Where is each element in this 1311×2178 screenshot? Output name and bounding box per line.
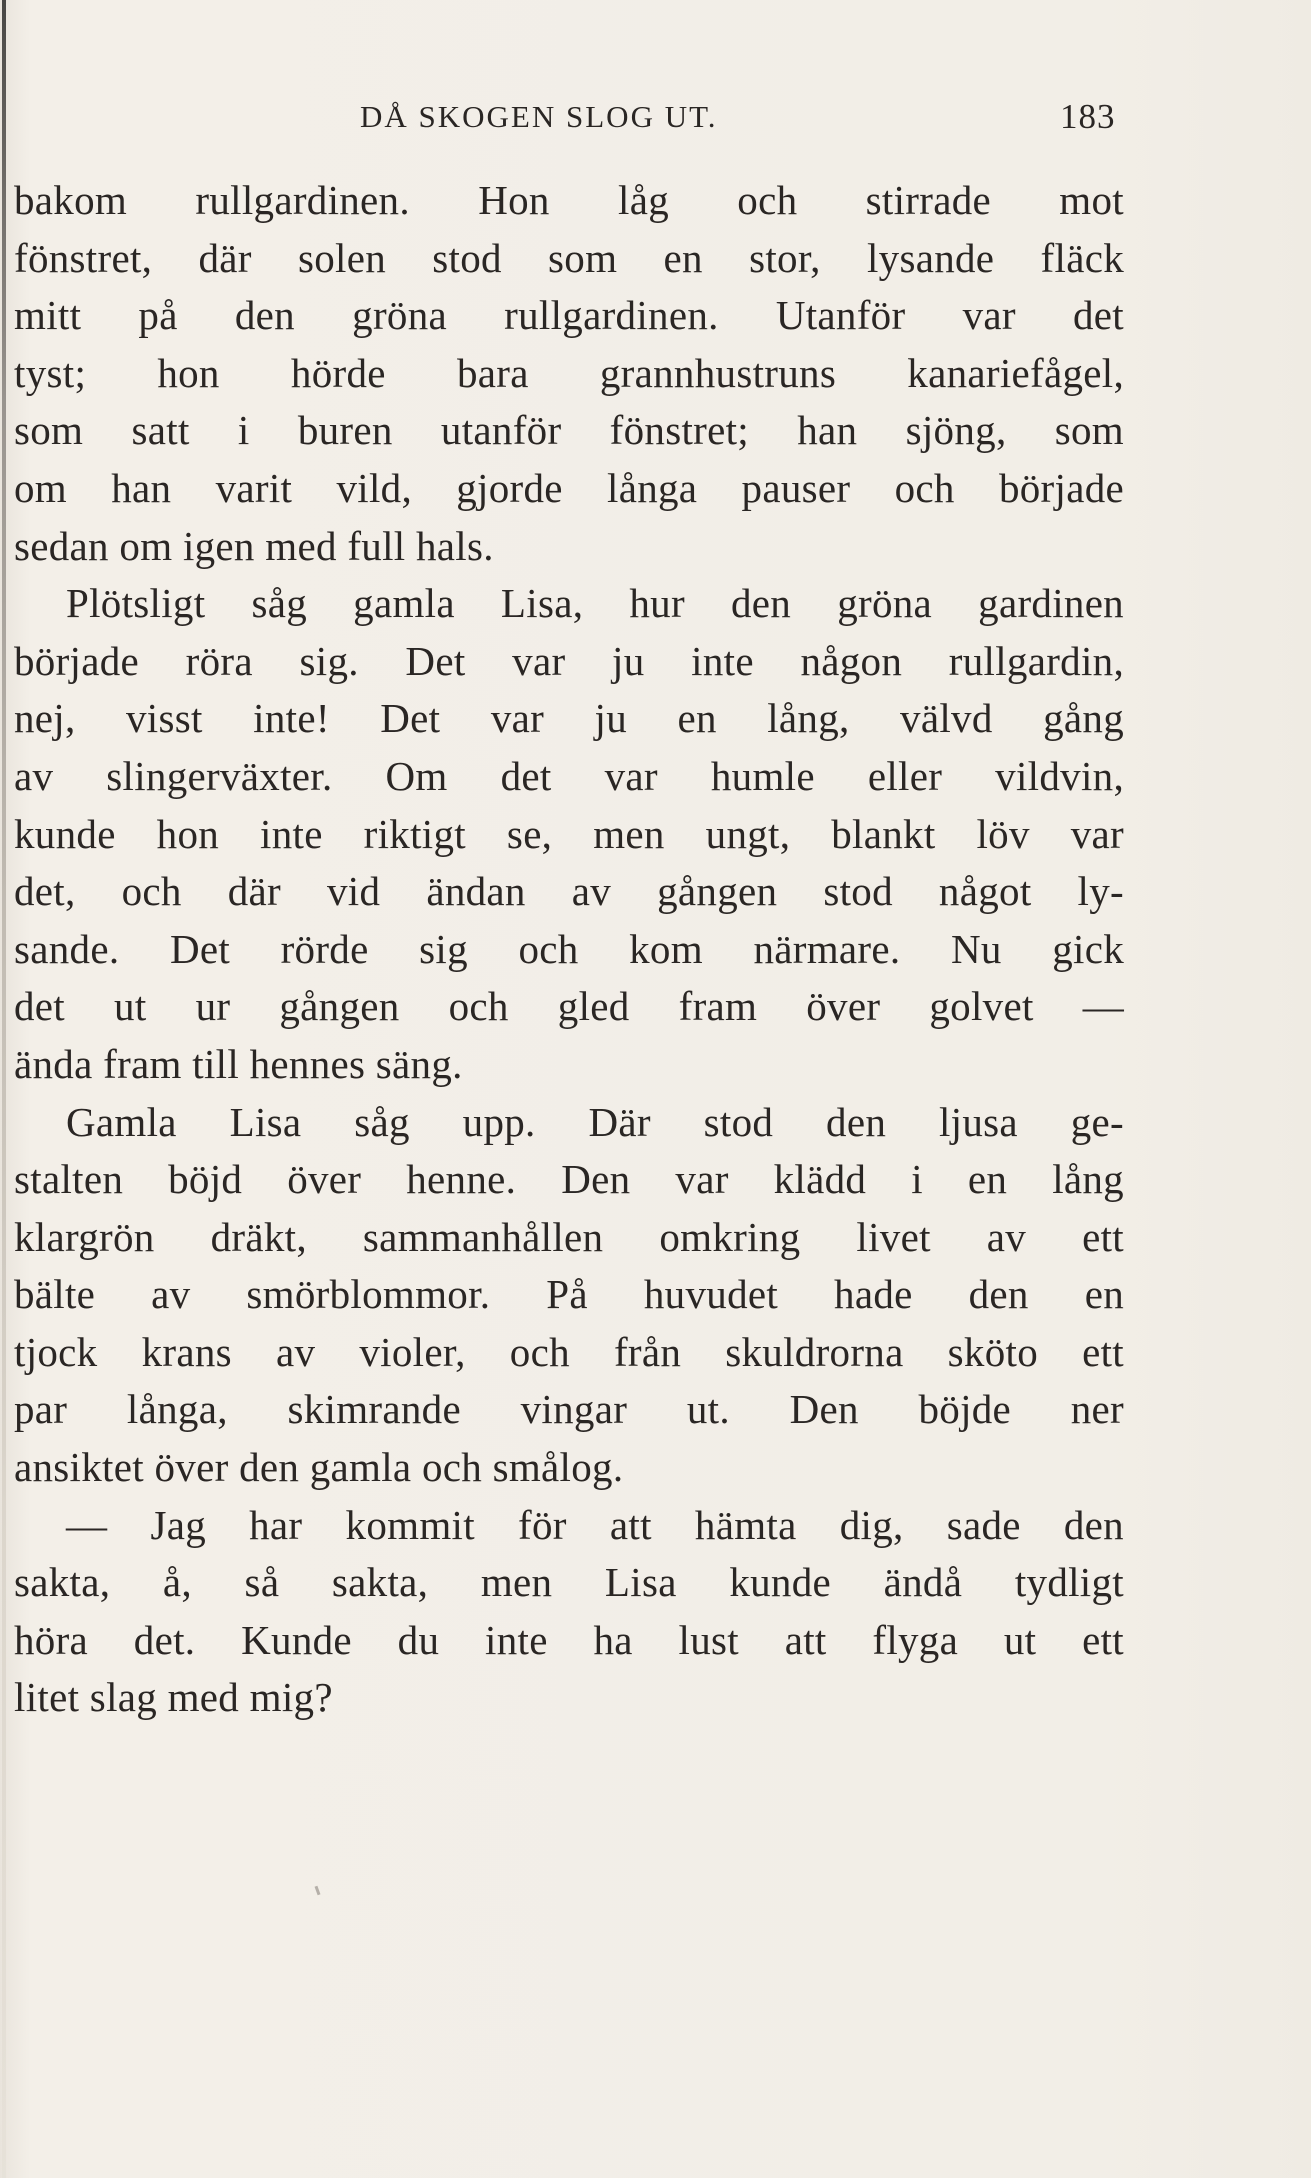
text-line: Plötsligt såg gamla Lisa, hur den gröna gardinen	[66, 580, 1124, 627]
text-line: bälte av smörblommor. På huvudet hade den en	[14, 1271, 1124, 1318]
page-number: 183	[1060, 97, 1116, 136]
text-line: par långa, skimrande vingar ut. Den böjde ner	[14, 1386, 1124, 1433]
running-header	[0, 92, 1311, 142]
text-line: nej, visst inte! Det var ju en lång, välvd gång	[14, 695, 1124, 742]
text-line: sakta, å, så sakta, men Lisa kunde ändå tydligt	[14, 1559, 1124, 1606]
text-line: Gamla Lisa såg upp. Där stod den ljusa ge-	[66, 1098, 1124, 1145]
text-line: det, och där vid ändan av gången stod något ly-	[14, 868, 1124, 915]
text-line: började röra sig. Det var ju inte någon rullgardin,	[14, 637, 1124, 684]
text-line: mitt på den gröna rullgardinen. Utanför var det	[14, 292, 1124, 339]
text-line: stalten böjd över henne. Den var klädd i en lång	[14, 1156, 1124, 1203]
ink-speck	[315, 1886, 321, 1895]
text-line: kunde hon inte riktigt se, men ungt, blankt löv var	[14, 810, 1124, 857]
text-line: tjock krans av violer, och från skuldrorna sköto ett	[14, 1328, 1124, 1375]
text-line: — Jag har kommit för att hämta dig, sade den	[66, 1501, 1124, 1548]
text-line: det ut ur gången och gled fram över golvet —	[14, 983, 1124, 1030]
text-line: ansiktet över den gamla och smålog.	[14, 1444, 624, 1491]
text-line: tyst; hon hörde bara grannhustruns kanariefågel,	[14, 349, 1124, 396]
text-line: ända fram till hennes säng.	[14, 1040, 463, 1087]
text-line: bakom rullgardinen. Hon låg och stirrade mot	[14, 177, 1124, 223]
text-line: höra det. Kunde du inte ha lust att flyga ut ett	[14, 1616, 1124, 1663]
text-line: litet slag med mig?	[14, 1674, 333, 1721]
text-line: om han varit vild, gjorde långa pauser och började	[14, 464, 1124, 511]
text-line: som satt i buren utanför fönstret; han sjöng, som	[14, 407, 1124, 454]
text-line: sande. Det rörde sig och kom närmare. Nu gick	[14, 925, 1124, 972]
body-text	[14, 172, 1124, 1727]
chapter-title: DÅ SKOGEN SLOG UT.	[360, 99, 718, 134]
text-line: fönstret, där solen stod som en stor, lysande fläck	[14, 234, 1124, 281]
text-line: av slingerväxter. Om det var humle eller vildvin,	[14, 752, 1124, 799]
text-line: sedan om igen med full hals.	[14, 522, 494, 569]
text-line: klargrön dräkt, sammanhållen omkring livet av ett	[14, 1213, 1124, 1260]
page-binding-edge	[2, 0, 6, 2178]
